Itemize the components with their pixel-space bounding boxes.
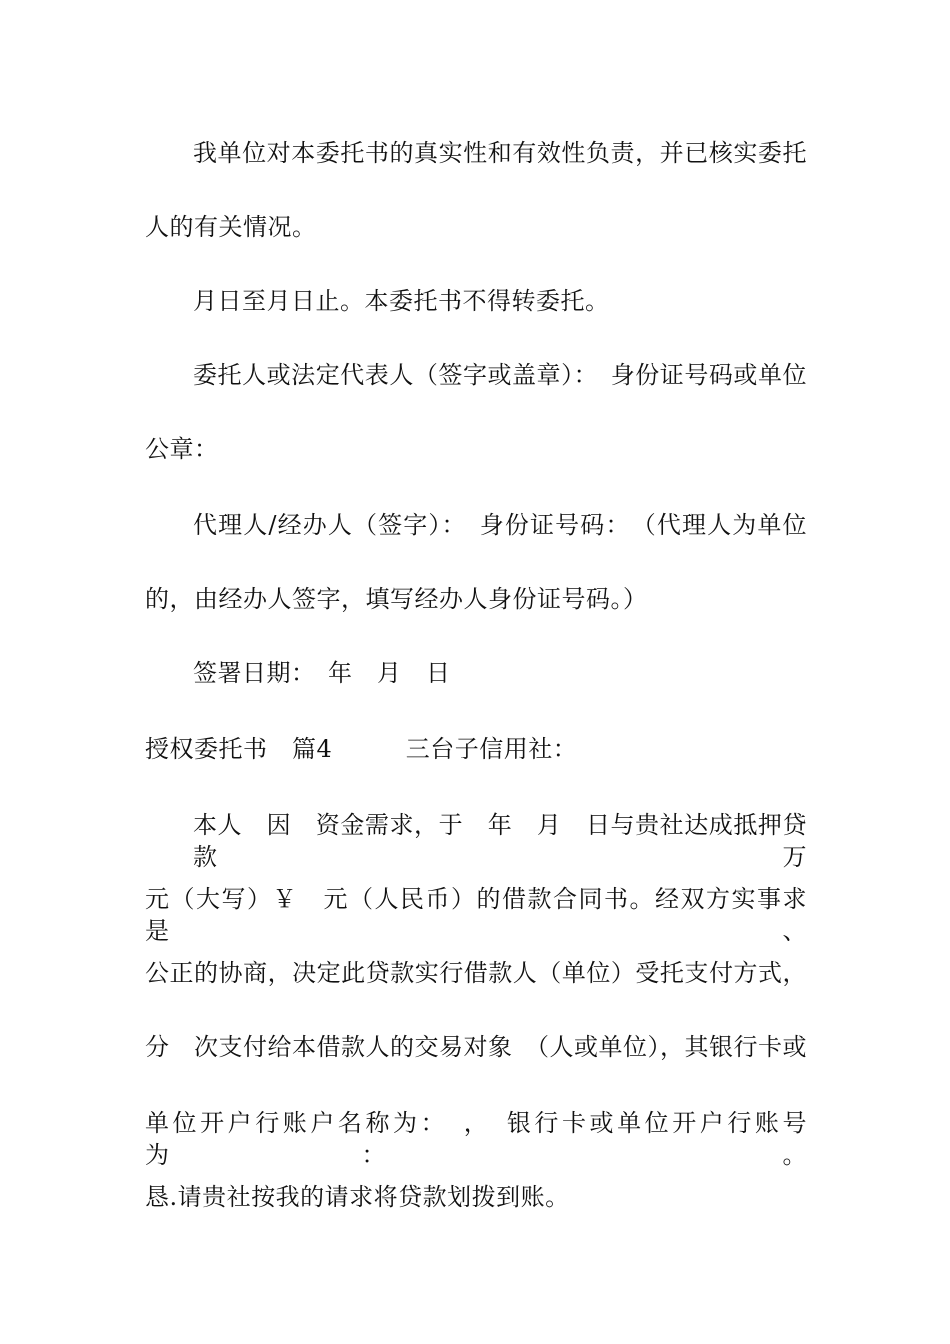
- paragraph-line: 的，由经办人签字，填写经办人身份证号码。）: [145, 585, 648, 613]
- paragraph-line: 我单位对本委托书的真实性和有效性负责，并已核实委托: [193, 139, 807, 167]
- paragraph-line: 委托人或法定代表人（签字或盖章）： 身份证号码或单位: [193, 361, 807, 389]
- paragraph-line: 代理人/经办人（签字）： 身份证号码： （代理人为单位: [193, 511, 807, 539]
- section-heading: 授权委托书 篇4 三台子信用社：: [145, 735, 578, 763]
- paragraph-line: 签署日期： 年 月 日: [193, 659, 451, 687]
- paragraph-line: 月日至月日止。本委托书不得转委托。: [193, 287, 610, 315]
- paragraph-line: 分 次支付给本借款人的交易对象 （人或单位），其银行卡或: [145, 1033, 807, 1061]
- paragraph-line: 恳.请贵社按我的请求将贷款划拨到账。: [145, 1183, 570, 1211]
- paragraph-line: 单位开户行账户名称为： ， 银行卡或单位开户行账号为： 。: [145, 1109, 807, 1169]
- paragraph-line: 人的有关情况。: [145, 213, 317, 241]
- paragraph-line: 元（大写）￥ 元（人民币）的借款合同书。经双方实事求是、: [145, 885, 807, 945]
- paragraph-line: 本人 因 资金需求，于 年 月 日与贵社达成抵押贷款 万: [193, 811, 807, 871]
- paragraph-line: 公章：: [145, 435, 219, 463]
- paragraph-line: 公正的协商，决定此贷款实行借款人（单位）受托支付方式，: [145, 959, 807, 987]
